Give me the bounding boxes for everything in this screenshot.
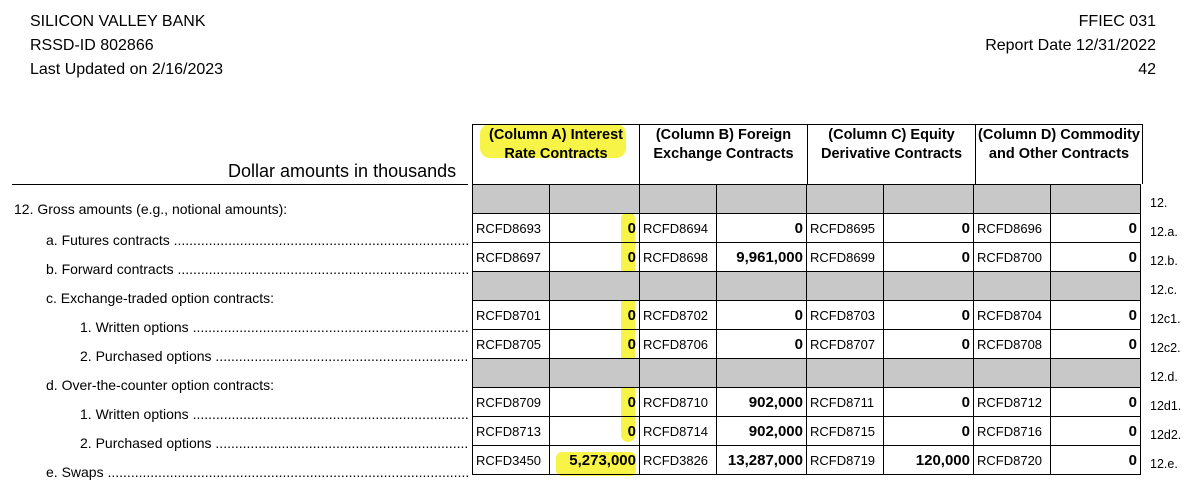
row-label: c. Exchange-traded option contracts: — [46, 290, 275, 306]
row-label: d. Over-the-counter option contracts: — [46, 377, 274, 393]
item-value: 902,000 — [717, 417, 807, 446]
item-code: RCFD8693 — [473, 214, 550, 243]
item-value: 0 — [884, 330, 974, 359]
item-value: 0 — [884, 243, 974, 272]
item-code: RCFD8698 — [640, 243, 717, 272]
item-code: RCFD8695 — [807, 214, 884, 243]
units-note: Dollar amounts in thousands — [228, 161, 457, 181]
item-value: 0 — [550, 417, 640, 446]
item-value: 0 — [550, 330, 640, 359]
line-reference: 12.d. — [1150, 370, 1178, 384]
item-code: RCFD8715 — [807, 417, 884, 446]
item-code: RCFD8702 — [640, 301, 717, 330]
line-reference: 12d2. — [1150, 428, 1182, 442]
item-code — [473, 185, 550, 214]
table-row — [473, 446, 1141, 475]
row-label: a. Futures contracts ..... — [46, 232, 468, 248]
bank-name: SILICON VALLEY BANK — [30, 13, 206, 30]
item-value — [884, 359, 974, 388]
derivatives-table — [472, 184, 1141, 475]
item-code — [640, 359, 717, 388]
item-value — [550, 359, 640, 388]
row-label: 2. Purchased options ..... — [80, 435, 468, 451]
item-code: RCFD8711 — [807, 388, 884, 417]
item-code — [974, 185, 1051, 214]
item-value: 0 — [1051, 388, 1141, 417]
rssd-id: RSSD-ID 802866 — [30, 37, 154, 54]
table-row — [473, 388, 1141, 417]
line-reference: 12. — [1150, 196, 1168, 210]
row-label: 1. Written options ..... — [80, 406, 468, 422]
item-code — [640, 185, 717, 214]
item-value: 0 — [1051, 243, 1141, 272]
item-code: RCFD8705 — [473, 330, 550, 359]
item-value — [550, 185, 640, 214]
item-value: 0 — [1051, 417, 1141, 446]
item-code: RCFD8709 — [473, 388, 550, 417]
table-row — [473, 272, 1141, 301]
item-code — [807, 272, 884, 301]
item-code — [974, 359, 1051, 388]
table-row — [473, 214, 1141, 243]
item-code: RCFD8699 — [807, 243, 884, 272]
item-code: RCFD3450 — [473, 446, 550, 475]
line-reference: 12.a. — [1150, 225, 1178, 239]
table-row — [473, 243, 1141, 272]
item-value — [717, 272, 807, 301]
divider — [12, 184, 468, 185]
column-b-header: (Column B) Foreign Exchange Contracts — [639, 124, 807, 184]
column-a-header: (Column A) Interest Rate Contracts — [472, 124, 639, 184]
line-reference: 12c1. — [1150, 312, 1181, 326]
item-code: RCFD8694 — [640, 214, 717, 243]
item-value — [717, 185, 807, 214]
item-value: 120,000 — [884, 446, 974, 475]
item-value: 0 — [1051, 330, 1141, 359]
item-value: 0 — [884, 214, 974, 243]
header-right — [985, 12, 1156, 84]
item-code: RCFD8703 — [807, 301, 884, 330]
column-d-header: (Column D) Commodity and Other Contracts — [975, 124, 1143, 184]
item-code: RCFD8706 — [640, 330, 717, 359]
item-code — [974, 272, 1051, 301]
item-value: 0 — [1051, 446, 1141, 475]
column-c-header: (Column C) Equity Derivative Contracts — [807, 124, 975, 184]
item-code: RCFD8704 — [974, 301, 1051, 330]
row-label: e. Swaps ..... — [46, 464, 468, 480]
row-label: 2. Purchased options ..... — [80, 348, 468, 364]
item-code — [473, 272, 550, 301]
item-code: RCFD8712 — [974, 388, 1051, 417]
row-label: 1. Written options ..... — [80, 319, 468, 335]
line-reference: 12d1. — [1150, 399, 1182, 413]
item-value: 0 — [717, 301, 807, 330]
form-number: FFIEC 031 — [1078, 13, 1156, 30]
last-updated: Last Updated on 2/16/2023 — [30, 61, 224, 78]
item-value: 5,273,000 — [550, 446, 640, 475]
item-code: RCFD3826 — [640, 446, 717, 475]
item-value: 902,000 — [717, 388, 807, 417]
item-value — [1051, 359, 1141, 388]
line-reference: 12.e. — [1150, 457, 1178, 471]
report-date: Report Date 12/31/2022 — [985, 37, 1156, 54]
table-row — [473, 359, 1141, 388]
item-value: 0 — [1051, 214, 1141, 243]
item-value: 0 — [717, 214, 807, 243]
item-code: RCFD8719 — [807, 446, 884, 475]
item-code: RCFD8714 — [640, 417, 717, 446]
item-code: RCFD8720 — [974, 446, 1051, 475]
line-reference: 12c2. — [1150, 341, 1181, 355]
row-label: b. Forward contracts ..... — [46, 261, 468, 277]
item-code: RCFD8700 — [974, 243, 1051, 272]
item-value: 0 — [550, 301, 640, 330]
item-value: 0 — [884, 301, 974, 330]
item-code — [807, 185, 884, 214]
item-code: RCFD8710 — [640, 388, 717, 417]
item-code — [640, 272, 717, 301]
item-value — [717, 359, 807, 388]
header-left — [30, 12, 223, 84]
line-reference: 12.c. — [1150, 283, 1178, 297]
item-code: RCFD8708 — [974, 330, 1051, 359]
table-row — [473, 185, 1141, 214]
item-code: RCFD8707 — [807, 330, 884, 359]
item-value: 0 — [550, 243, 640, 272]
item-code — [807, 359, 884, 388]
page-number: 42 — [1138, 61, 1156, 78]
item-value: 9,961,000 — [717, 243, 807, 272]
row-label: 12. Gross amounts (e.g., notional amounts): — [14, 201, 288, 217]
item-code: RCFD8713 — [473, 417, 550, 446]
item-value — [1051, 185, 1141, 214]
item-code: RCFD8696 — [974, 214, 1051, 243]
item-value: 13,287,000 — [717, 446, 807, 475]
item-value — [1051, 272, 1141, 301]
item-code: RCFD8701 — [473, 301, 550, 330]
line-reference: 12.b. — [1150, 254, 1178, 268]
item-value: 0 — [884, 388, 974, 417]
item-value: 0 — [884, 417, 974, 446]
table-row — [473, 301, 1141, 330]
item-value: 0 — [550, 214, 640, 243]
table-row — [473, 417, 1141, 446]
item-code: RCFD8697 — [473, 243, 550, 272]
item-value: 0 — [717, 330, 807, 359]
item-value: 0 — [550, 388, 640, 417]
item-value — [884, 272, 974, 301]
item-code: RCFD8716 — [974, 417, 1051, 446]
item-code — [473, 359, 550, 388]
item-value: 0 — [1051, 301, 1141, 330]
item-value — [550, 272, 640, 301]
table-row — [473, 330, 1141, 359]
item-value — [884, 185, 974, 214]
